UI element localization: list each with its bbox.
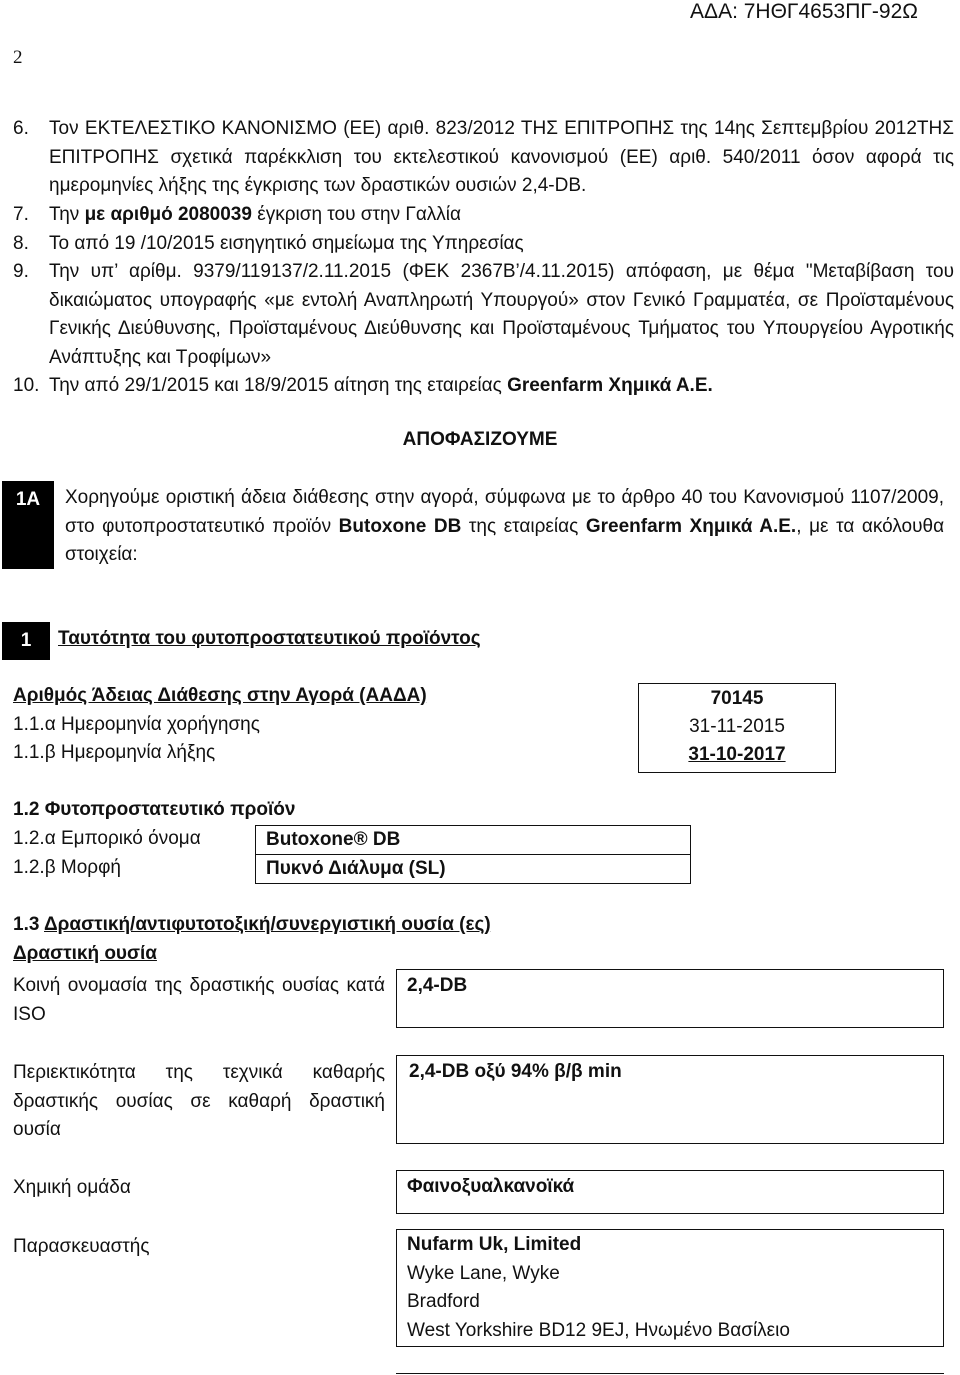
grant-date-label: 1.1.α Ημερομηνία χορήγησης	[13, 714, 260, 735]
decision-text: Χορηγούμε οριστική άδεια διάθεσης στην αγορά, σύμφωνα με το άρθρο 40 του Κανονισμού 1107/2009, στο φυτοπροστατευτικό προϊόν Butoxone DB της εταιρείας Greenfarm Χημικά Α.Ε., με τα ακόλουθα στοιχεία:	[65, 487, 945, 565]
expiry-date: 31-10-2017	[688, 744, 786, 765]
form-label: 1.2.β Μορφή	[13, 857, 121, 878]
common-name-label: Κοινή ονομασία της δραστικής ουσίας κατά ISO	[13, 975, 385, 1025]
expiry-date-label: 1.1.β Ημερομηνία λήξης	[13, 742, 216, 763]
manufacturer-box	[396, 1229, 944, 1347]
divider	[396, 1373, 944, 1374]
list-item: 9. Την υπ’ αρίθμ. 9379/119137/2.11.2015 (ΦΕΚ 2367Β’/4.11.2015) απόφαση, με θέμα "Μεταβίβαση του δικαιώματος υπογραφής «με εντολή Αναπληρωτή Υπουργού» στον Γενικό Γραμματέα, σε Προϊσταμένους Γενικής Διεύθυνσης, Προϊσταμένους Διεύθυνσης και Προϊσταμένους Τμήματος του Υπουργείου Αγροτικής Ανάπτυξης και Τροφίμων»	[13, 261, 954, 368]
manufacturer-address-line: Bradford	[407, 1291, 480, 1312]
trade-name-label: 1.2.α Εμπορικό όνομα	[13, 828, 201, 849]
manufacturer-address-line: Wyke Lane, Wyke	[407, 1262, 560, 1284]
decision-tag: 1Α	[2, 481, 54, 569]
manufacturer-name: Nufarm Uk, Limited	[407, 1234, 582, 1255]
grant-date: 31-11-2015	[689, 716, 785, 737]
content-label: Περιεκτικότητα της τεχνικά καθαρής δραστικής ουσίας σε καθαρή δραστική ουσία	[13, 1062, 385, 1140]
product-form: Πυκνό Διάλυμα (SL)	[266, 858, 446, 879]
section-number: 1	[2, 622, 50, 660]
section-title: Ταυτότητα του φυτοπροστατευτικού προϊόντος	[58, 628, 481, 649]
item-text: Τον ΕΚΤΕΛΕΣΤΙΚΟ ΚΑΝΟΝΙΣΜΟ (ΕΕ) αριθ. 823/2012 ΤΗΣ ΕΠΙΤΡΟΠΗΣ της 14ης Σεπτεμβρίου 2012ΤΗΣ ΕΠΙΤΡΟΠΗΣ σχετικά παρέκκλιση του εκτελεστικού κανονισμού (ΕΕ) αριθ. 540/2011 όσον αφορά τις ημερομηνίες λήξης της έγκρισης των δραστικών ουσιών 2,4-DB.	[49, 118, 954, 196]
chemical-group-value: Φαινοξυαλκανοϊκά	[396, 1170, 944, 1214]
product-box	[255, 825, 691, 884]
active-subheading: Δραστική ουσία	[13, 943, 157, 964]
authorization-label: Αριθμός Άδειας Διάθεσης στην Αγορά (ΑΑΔΑ)	[13, 685, 427, 706]
ada-code: ΑΔΑ: 7ΗΘΓ4653ΠΓ-92Ω	[690, 0, 918, 23]
chemical-group-label: Χημική ομάδα	[13, 1177, 131, 1198]
list-item: 7. Την με αριθμό 2080039 έγκριση του στην Γαλλία	[13, 204, 462, 225]
manufacturer-address-line: West Yorkshire BD12 9EJ, Ηνωμένο Βασίλειο	[407, 1319, 790, 1341]
decision-heading: ΑΠΟΦΑΣΙΖΟΥΜΕ	[402, 429, 558, 450]
list-item: 10. Την από 29/1/2015 και 18/9/2015 αίτηση της εταιρείας Greenfarm Χημικά Α.Ε.	[13, 375, 713, 396]
manufacturer-label: Παρασκευαστής	[13, 1236, 150, 1257]
content-value: 2,4-DB οξύ 94% β/β min	[396, 1055, 944, 1144]
list-item: 6. Τον ΕΚΤΕΛΕΣΤΙΚΟ ΚΑΝΟΝΙΣΜΟ (ΕΕ) αριθ. 823/2012 ΤΗΣ ΕΠΙΤΡΟΠΗΣ της 14ης Σεπτεμβρίου 2012ΤΗΣ ΕΠΙΤΡΟΠΗΣ σχετικά παρέκκλιση του εκτελεστικού κανονισμού (ΕΕ) αριθ. 540/2011 όσον αφορά τις ημερομηνίες λήξης της έγκρισης των δραστικών ουσιών 2,4-DB.	[13, 118, 954, 196]
product-heading: 1.2 Φυτοπροστατευτικό προϊόν	[13, 799, 296, 820]
authorization-number: 70145	[710, 688, 764, 709]
common-name-value: 2,4-DB	[396, 969, 944, 1028]
list-item: 8. Το από 19 /10/2015 εισηγητικό σημείωμα της Υπηρεσίας	[13, 233, 524, 254]
active-heading: 1.3 Δραστική/αντιφυτοτοξική/συνεργιστική ουσία (ες)	[13, 914, 491, 935]
authorization-values-box	[638, 683, 836, 773]
page-number: 2	[13, 47, 23, 68]
trade-name: Butoxone® DB	[256, 826, 690, 855]
